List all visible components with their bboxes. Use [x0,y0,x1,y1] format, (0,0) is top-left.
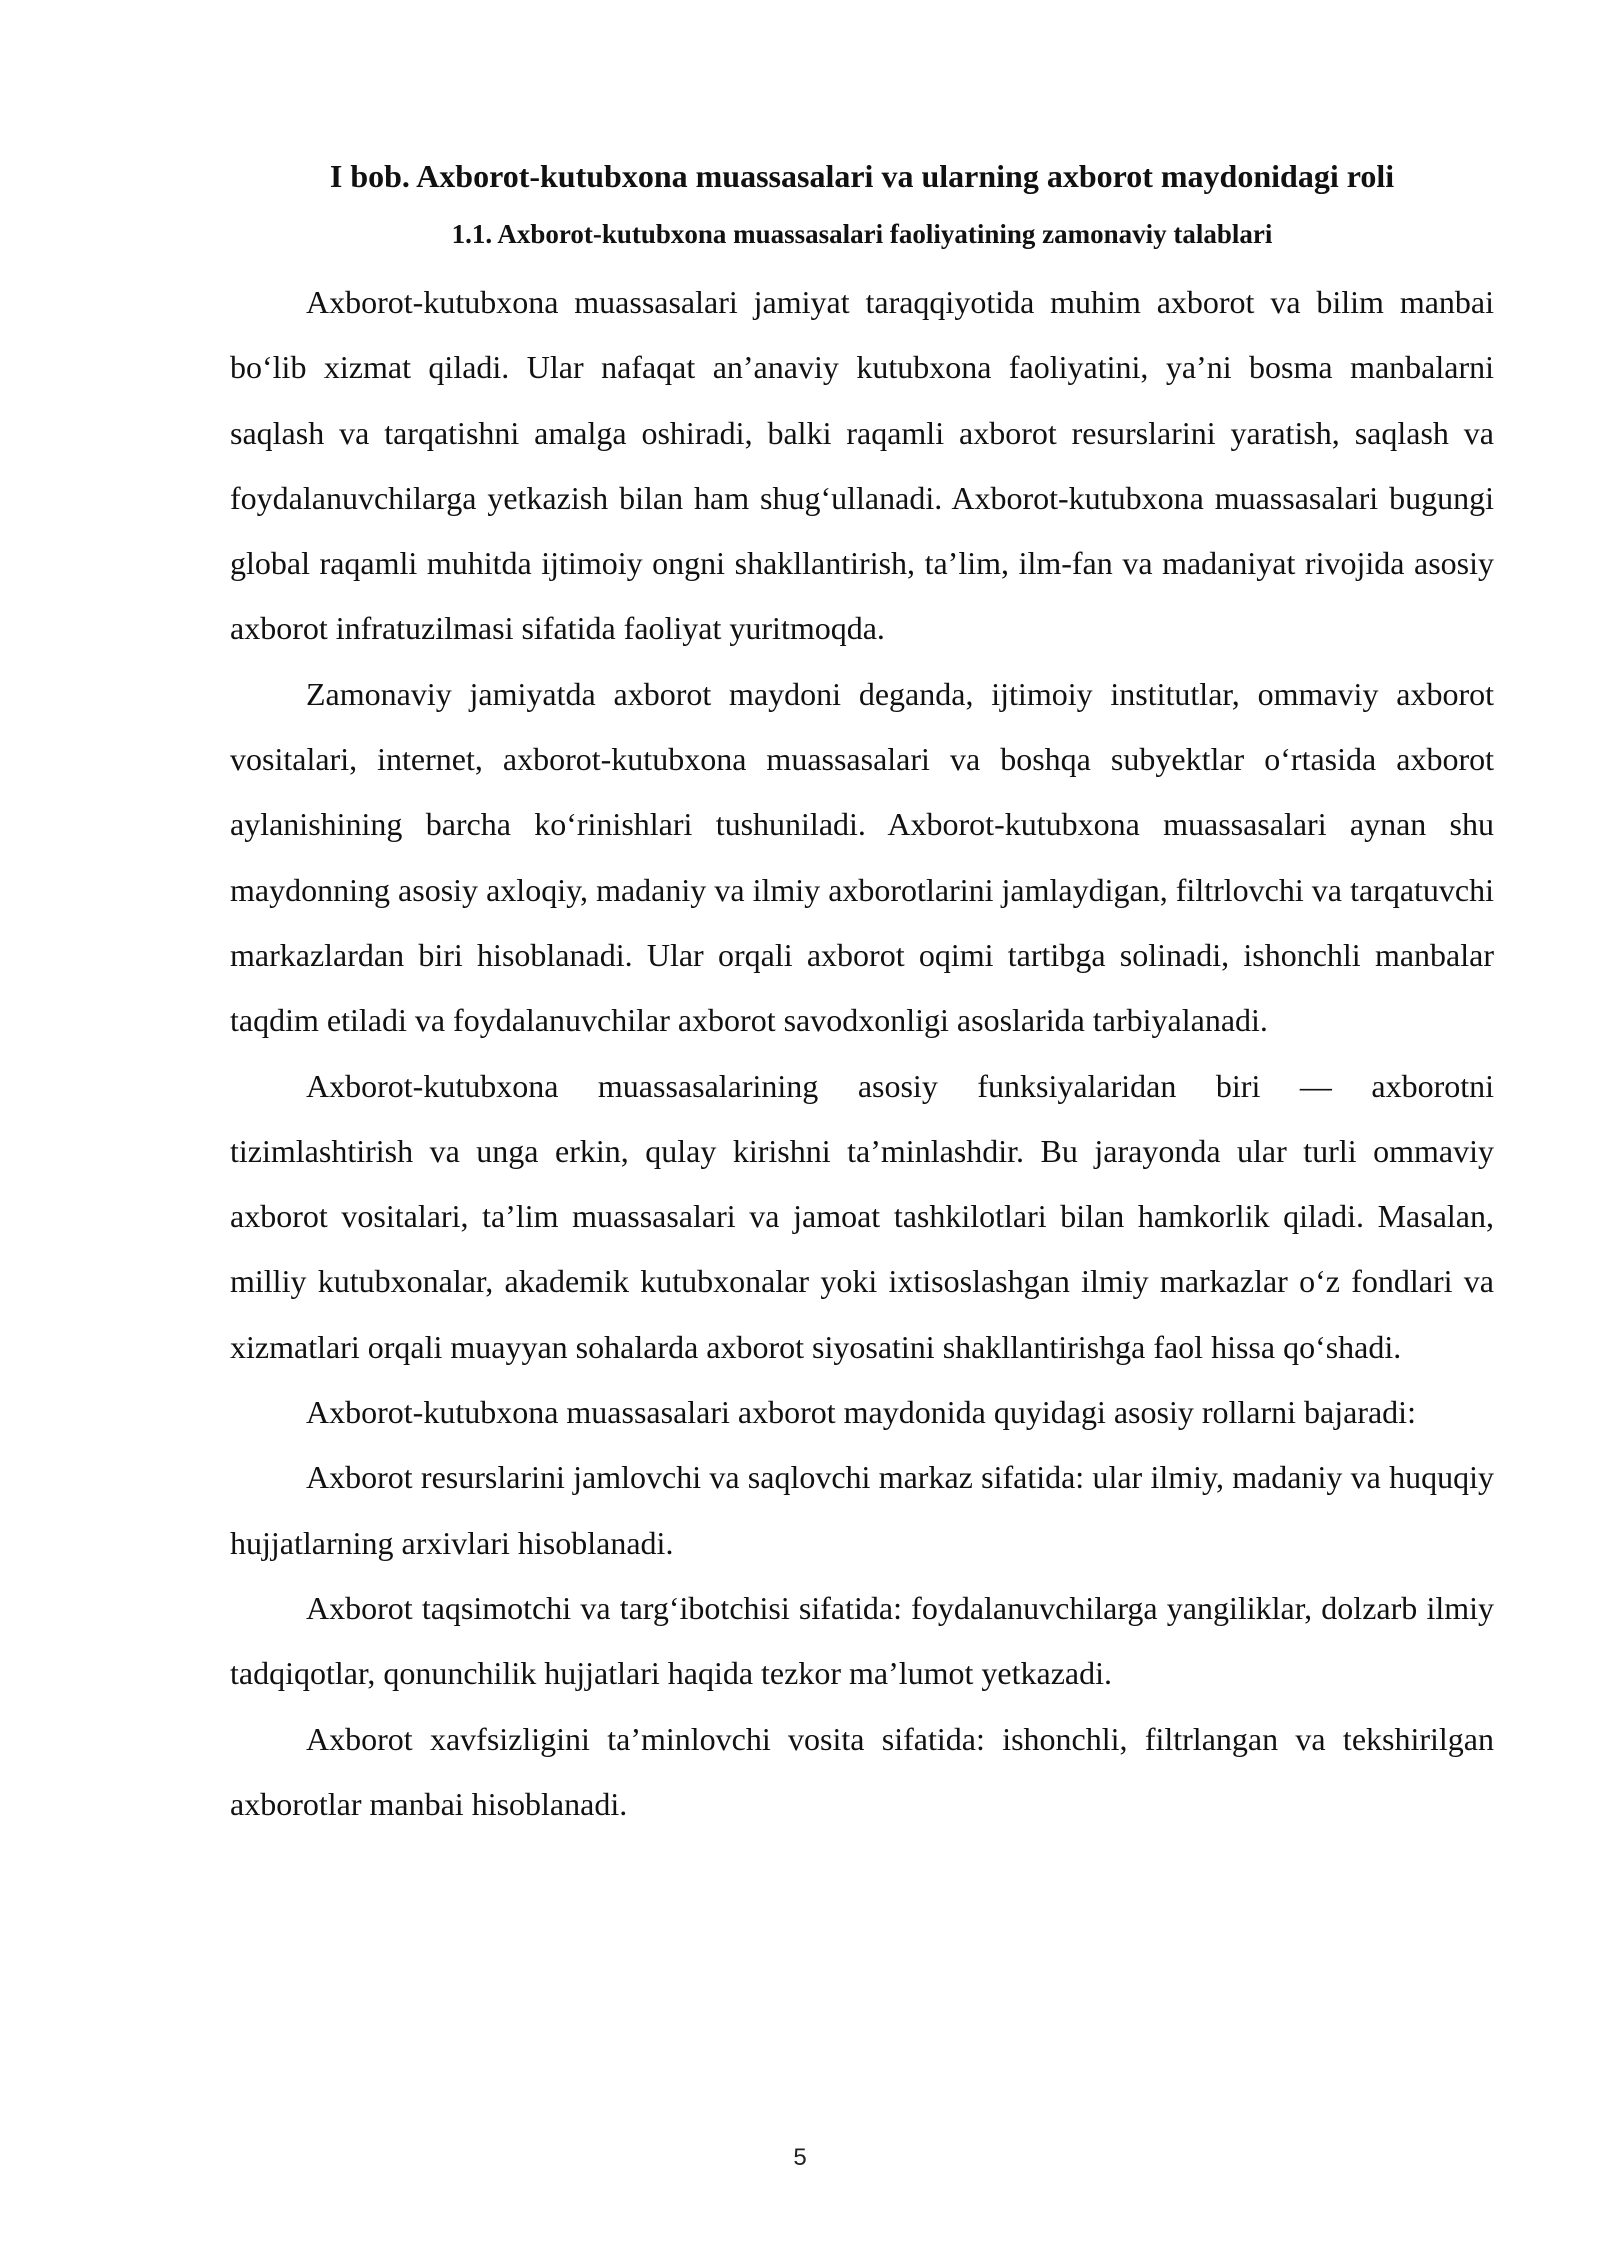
document-page [230,146,1494,1837]
paragraph-7: Axborot xavfsizligini ta’minlovchi vosita sifatida: ishonchli, filtrlangan va tekshirilgan axborotlar manbai hisoblanadi. [230,1720,1494,1822]
page-number: 5 [793,2144,807,2171]
paragraph-6: Axborot taqsimotchi va targ‘ibotchisi sifatida: foydalanuvchilarga yangiliklar, dolzarb ilmiy tadqiqotlar, qonunchilik hujjatlari haqida tezkor ma’lumot yetkazadi. [230,1589,1494,1692]
paragraph-3: Axborot-kutubxona muassasalarining asosiy funksiyalaridan biri — axborotni tizimlashtirish va unga erkin, qulay kirishni ta’minlashdir. Bu jarayonda ular turli ommaviy axborot vositalari, ta’lim muassasalari va jamoat tashkilotlari bilan hamkorlik qiladi. Masalan, milliy kutubxonalar, akademik kutubxonalar yoki ixtisoslashgan ilmiy markazlar o‘z fondlari va xizmatlari orqali muayyan sohalarda axborot siyosatini shakllantirishga faol hissa qo‘shadi. [230,1067,1494,1365]
paragraph-2: Zamonaviy jamiyatda axborot maydoni deganda, ijtimoiy institutlar, ommaviy axborot vositalari, internet, axborot-kutubxona muassasalari va boshqa subyektlar o‘rtasida axborot aylanishining barcha ko‘rinishlari tushuniladi. Axborot-kutubxona muassasalari aynan shu maydonning asosiy axloqiy, madaniy va ilmiy axborotlarini jamlaydigan, filtrlovchi va tarqatuvchi markazlardan biri hisoblanadi. Ular orqali axborot oqimi tartibga solinadi, ishonchli manbalar taqdim etiladi va foydalanuvchilar axborot savodxonligi asoslarida tarbiyalanadi. [230,675,1494,1039]
paragraph-5: Axborot resurslarini jamlovchi va saqlovchi markaz sifatida: ular ilmiy, madaniy va huquqiy hujjatlarning arxivlari hisoblanadi. [230,1459,1494,1561]
paragraph-1: Axborot-kutubxona muassasalari jamiyat taraqqiyotida muhim axborot va bilim manbai bo‘lib xizmat qiladi. Ular nafaqat an’anaviy kutubxona faoliyatini, ya’ni bosma manbalarni saqlash va tarqatishni amalga oshiradi, balki raqamli axborot resurslarini yaratish, saqlash va foydalanuvchilarga yetkazish bilan ham shug‘ullanadi. Axborot-kutubxona muassasalari bugungi global raqamli muhitda ijtimoiy ongni shakllantirish, ta’lim, ilm-fan va madaniyat rivojida asosiy axborot infratuzilmasi sifatida faoliyat yuritmoqda. [230,284,1494,647]
chapter-title: I bob. Axborot-kutubxona muassasalari va ularning axborot maydonidagi roli [329,158,1395,194]
section-title: 1.1. Axborot-kutubxona muassasalari faoliyatining zamonaviy talablari [451,219,1273,249]
paragraph-4: Axborot-kutubxona muassasalari axborot maydonida quyidagi asosiy rollarni bajaradi: [306,1394,1416,1431]
